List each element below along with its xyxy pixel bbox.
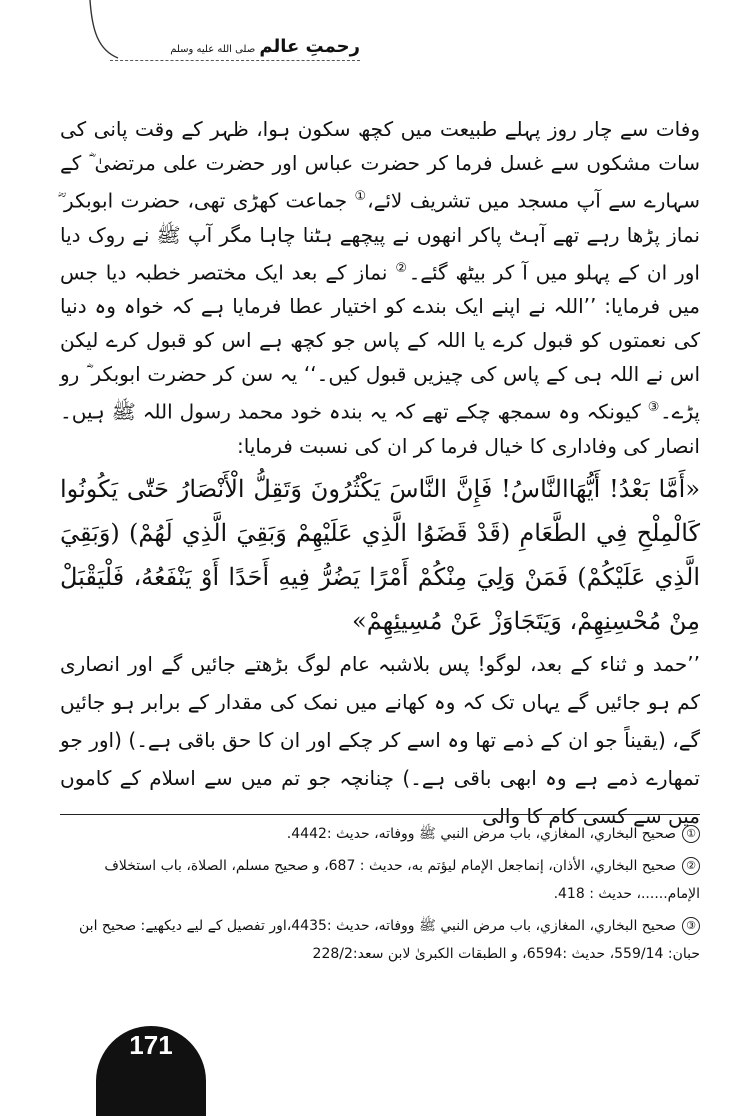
footnote-ref-1: ①: [353, 189, 368, 204]
footnote-separator: [60, 814, 700, 815]
paragraph-segment: جماعت کھڑی تھی، حضرت ابوبکر ؓ نماز پڑھا رہے تھے آہٹ پاکر انھوں نے پیچھے ہٹنا چاہا مگر آپ ﷺ نے روک دیا اور ان کے پہلو میں آ کر بیٹھ گئے۔: [60, 188, 700, 285]
footnote-number: ③: [682, 917, 700, 935]
urdu-translation: ’’حمد و ثناء کے بعد، لوگو! پس بلاشبہ عام لوگ بڑھتے جائیں گے اور انصاری کم ہو جائیں گے یہاں تک کہ وہ کھانے میں نمک کی مقدار کے برابر ہو جائیں گے، (یقیناً جو ان کے ذمے تھا وہ اسے کر چکے اور ان کا حق باقی ہے۔) (اور جو تمھارے ذمے ہے وہ ابھی باقی ہے۔) چنانچہ جو تم میں سے اسلام کے کاموں میں سے کسی کام کا والی: [60, 651, 700, 828]
footnote: [60, 852, 700, 908]
main-paragraph: [60, 112, 700, 463]
header-divider: [110, 60, 360, 61]
footnote-text: صحيح البخاري، المغازي، باب مرض النبي ﷺ ووفاته، حديث :4442.: [286, 826, 676, 842]
page-number: 171: [129, 1030, 173, 1060]
footnote-number: ①: [682, 825, 700, 843]
footnote-text: صحيح البخاري، المغازي، باب مرض النبي ﷺ ووفاته، حديث :4435،اور تفصیل کے لیے دیکھیے: صحيح ابن حبان: 559/14، حديث :6594، و الطبقات الكبرىٰ لابن سعد:228/2: [79, 918, 700, 962]
footnote-ref-3: ③: [647, 400, 660, 416]
footnote: [60, 912, 700, 968]
header-decorative-curve: [88, 0, 148, 60]
footnote-text: صحيح البخاري، الأذان، إنماجعل الإمام ليؤتم به، حديث : 687، و صحيح مسلم، الصلاة، باب استخلاف الإمام......، حديث : 418.: [104, 858, 700, 902]
running-header: [170, 36, 360, 57]
paragraph-segment: کیونکہ وہ سمجھ چکے تھے کہ یہ بندہ خود محمد رسول اللہ ﷺ ہیں۔ انصار کی وفاداری کا خیال فرما کر ان کی نسبت فرمایا:: [60, 399, 700, 458]
footnote-ref-2: ②: [393, 260, 409, 276]
footnotes: [60, 820, 700, 972]
header-honorific: صلى الله عليه وسلم: [170, 44, 256, 55]
body-text: [60, 112, 700, 835]
arabic-hadith-quote: «أَمَّا بَعْدُ! أَيُّهَاالنَّاسُ! فَإِنَّ النَّاسَ يَكْثُرُونَ وَتَقِلُّ الْأَنْصَارُ حَتّٰى يَكُونُوا كَالْمِلْحِ فِي الطَّعَامِ (قَدْ قَضَوُا الَّذِي عَلَيْهِمْ وَبَقِيَ الَّذِي لَهُمْ) (وَبَقِيَ الَّذِي عَلَيْكُمْ) فَمَنْ وَلِيَ مِنْكُمْ أَمْرًا يَضُرُّ فِيهِ أَحَدًا أَوْ يَنْفَعُهُ، فَلْيَقْبَلْ مِنْ مُحْسِنِهِمْ، وَيَتَجَاوَزْ عَنْ مُسِيئِهِمْ»: [60, 474, 701, 635]
footnote-number: ②: [682, 857, 700, 875]
footnote: [60, 820, 700, 848]
paragraph-segment: نماز کے بعد ایک مختصر خطبہ دیا جس میں فرمایا: ’’اللہ نے اپنے ایک بندے کو اختیار عطا فرمایا ہے کہ خواہ وہ دنیا کی نعمتوں کو قبول کرے یا اللہ کے پاس جو کچھ ہے اس کو قبول کرے لیکن اس نے اللہ ہی کے پاس کی چیزیں قبول کیں۔‘‘ یہ سن کر حضرت ابوبکر ؓ رو پڑے۔: [60, 260, 700, 424]
header-title: رحمتِ عالم: [259, 36, 360, 57]
paragraph-segment: وفات سے چار روز پہلے طبیعت میں کچھ سکون ہوا، ظہر کے وقت پانی کی سات مشکوں سے غسل فرما کر حضرت عباس اور حضرت علی مرتضیٰ ؓ کے سہارے سے آپ مسجد میں تشریف لائے،: [60, 117, 700, 213]
